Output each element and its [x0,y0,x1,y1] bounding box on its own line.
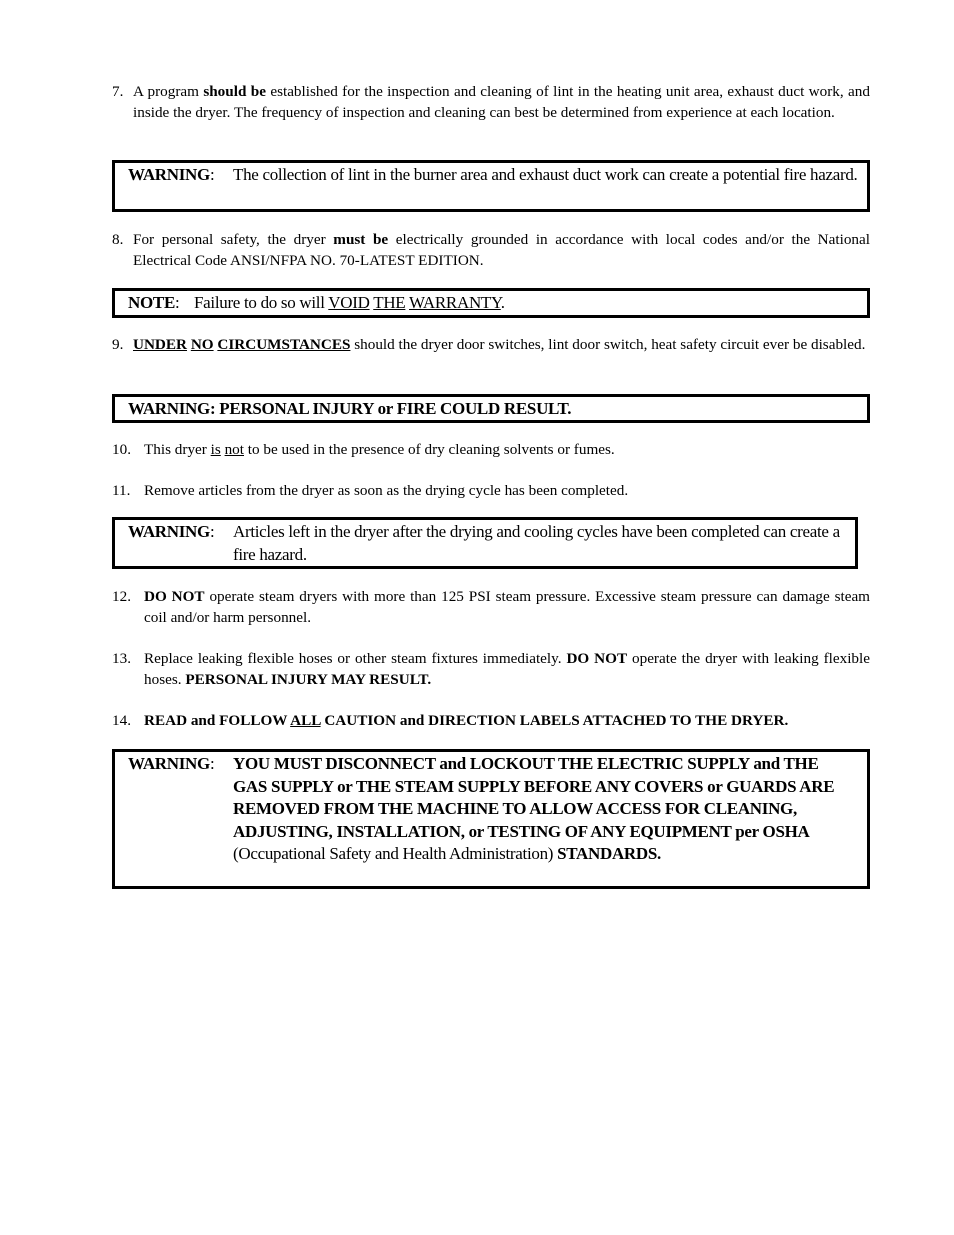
underlined-bold-text: ALL [290,712,321,729]
bold-text: STANDARDS. [557,844,661,863]
text-run: should the dryer door switches, lint door switch, heat safety circuit ever be disabled. [350,336,866,353]
text-run: This dryer [144,441,211,458]
warning-text: The collection of lint in the burner area and exhaust duct work can create a potential fire hazard. [233,165,858,184]
note-label-text: NOTE [128,293,175,312]
colon: : [209,754,215,773]
warning-text: Articles left in the dryer after the drying and cooling cycles have been completed can create a fire hazard. [233,522,840,564]
colon: : [209,522,215,541]
warning-label [128,521,214,544]
underlined-text: is [210,441,221,458]
item-number: 14. [112,712,131,729]
list-item-12 [112,587,870,628]
list-item-8 [112,230,870,271]
text-run: . [500,293,505,312]
item-number: 9. [112,336,124,353]
underlined-text: THE [373,293,406,312]
list-item-7 [112,82,870,123]
item-text [144,649,870,690]
colon: : [174,293,180,312]
warning-box-injury-fire [112,394,870,423]
underlined-bold-text: CIRCUMSTANCES [217,336,351,353]
underlined-text: WARRANTY [409,293,501,312]
warning-box-articles [112,517,858,569]
item-number: 10. [112,441,131,458]
item-number: 12. [112,588,131,605]
warning-bold-text: WARNING: PERSONAL INJURY or FIRE COULD RESULT. [128,399,572,418]
item-text [144,440,870,461]
note-box-warranty [112,288,870,318]
warning-text [128,398,571,421]
warning-label [128,753,214,776]
item-text [133,82,870,123]
list-item-9 [112,335,870,356]
item-text [133,230,870,271]
warning-label-text: WARNING [128,754,210,773]
warning-label-text: WARNING [128,165,210,184]
underlined-bold-text: NO [190,336,214,353]
colon: : [209,165,215,184]
bold-text: DO NOT [566,650,628,667]
list-item-10 [112,440,870,461]
item-number: 13. [112,650,131,667]
item-number: 11. [112,482,131,499]
list-item-13 [112,649,870,690]
warning-box-lockout [112,749,870,889]
underlined-text: not [224,441,244,458]
text-run: For personal safety, the dryer [133,231,334,248]
warning-label-text: WARNING [128,522,210,541]
text-run: established for the inspection and cleaning of lint in the heating unit area, exhaust duct work, and inside the dryer. The frequency of inspection and cleaning can best be determined from experience at each location. [133,83,870,121]
warning-box-lint [112,160,870,212]
text-run: to be used in the presence of dry cleaning solvents or fumes. [244,441,615,458]
warning-text [233,753,837,866]
text-run: A program [133,83,204,100]
underlined-text: VOID [328,293,370,312]
note-label [128,292,179,315]
bold-text: should be [203,83,266,100]
bold-text: PERSONAL INJURY MAY RESULT. [185,670,432,688]
item-text [133,335,870,356]
text-run: electrically grounded in accordance with local codes and/or the National Electrical Code ANSI/NFPA NO. 70-LATEST EDITION. [133,231,870,269]
bold-text: CAUTION and DIRECTION LABELS ATTACHED TO THE DRYER. [320,712,789,729]
item-text: Remove articles from the dryer as soon as the drying cycle has been completed. [144,482,629,499]
item-text [144,587,870,628]
list-item-14 [112,711,870,732]
text-run: operate steam dryers with more than 125 PSI steam pressure. Excessive steam pressure can damage steam coil and/or harm personnel. [144,588,870,626]
bold-text: DO NOT [144,588,205,605]
text-run: Failure to do so will [194,293,329,312]
bold-text: YOU MUST DISCONNECT and LOCKOUT THE ELECTRIC SUPPLY and THE GAS SUPPLY or THE STEAM SUPPLY BEFORE ANY COVERS or GUARDS ARE REMOVED FROM THE MACHINE TO ALLOW ACCESS FOR CLEANING, ADJUSTING, INSTALLATION, or TESTING OF ANY EQUIPMENT per OSHA [233,754,835,841]
item-text [144,711,870,732]
text-run: (Occupational Safety and Health Administration) [233,844,558,863]
note-text [194,292,859,315]
bold-text: READ and FOLLOW [144,712,291,729]
text-run: Replace leaking flexible hoses or other steam fixtures immediately. [144,650,567,667]
text-run: operate the dryer with leaking flexible hoses. [144,650,870,688]
underlined-bold-text: UNDER [133,336,188,353]
warning-label [128,164,214,187]
list-item-11 [112,481,870,502]
item-number: 8. [112,231,124,248]
item-number: 7. [112,83,124,100]
bold-text: must be [333,231,389,248]
